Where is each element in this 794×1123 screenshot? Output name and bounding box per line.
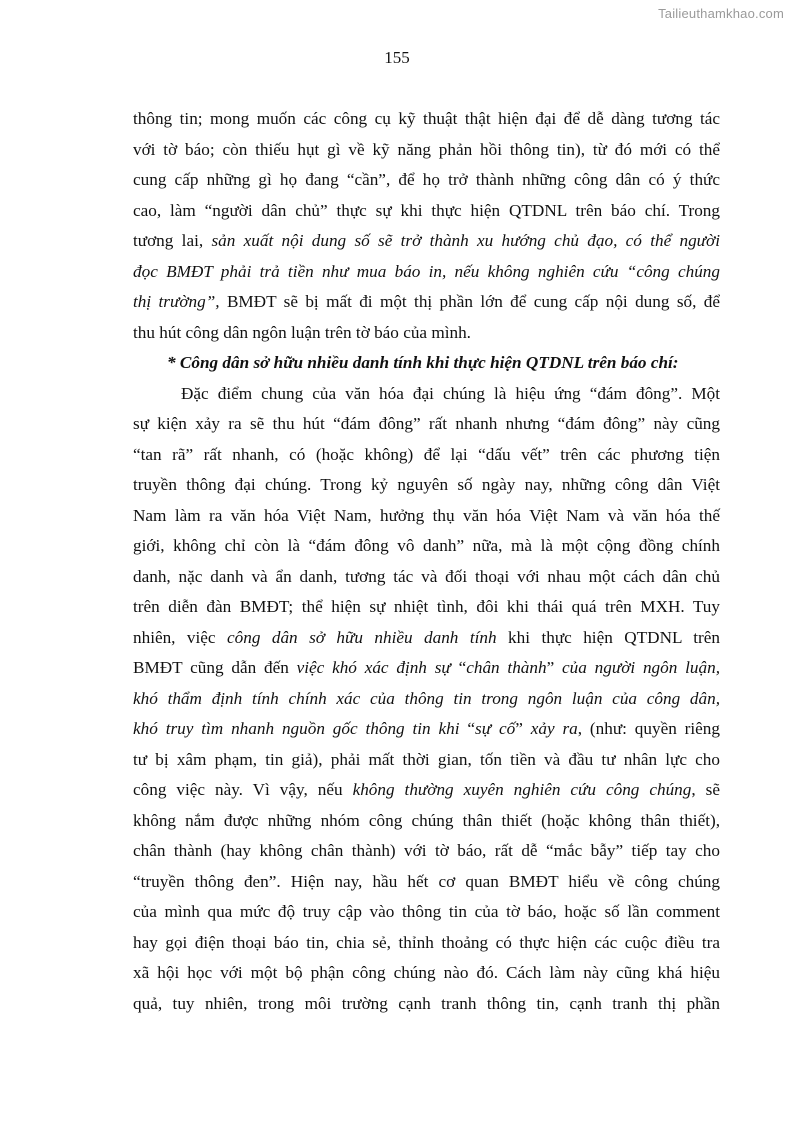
text-line xyxy=(133,135,720,166)
text-run: Nam làm ra văn hóa Việt Nam, hưởng thụ văn hóa Việt Nam và văn hóa thế xyxy=(133,505,720,525)
italic-run: việc khó xác định sự xyxy=(296,658,451,677)
text-run: truyền thông đại chúng. Trong kỷ nguyên số ngày nay, những công dân Việt xyxy=(133,475,720,494)
text-line xyxy=(133,836,720,867)
text-run: nhiên, việc xyxy=(133,627,227,647)
text-run: “ xyxy=(450,658,467,677)
text-run: Đặc điểm chung của văn hóa đại chúng là hiệu ứng “đám đông”. Một xyxy=(181,383,720,403)
text-line xyxy=(133,287,720,318)
italic-run: khó thẩm định tính chính xác của thông tin trong ngôn luận của công dân, xyxy=(133,688,720,708)
text-line xyxy=(133,196,720,227)
text-run: “tan rã” rất nhanh, có (hoặc không) để lại “dấu vết” trên các phương tiện xyxy=(133,444,720,464)
text-line xyxy=(133,531,720,562)
text-run: ” xyxy=(515,719,531,738)
text-run: sự kiện xảy ra sẽ thu hút “đám đông” rất nhanh nhưng “đám đông” này cũng xyxy=(133,414,720,433)
italic-run: xảy ra xyxy=(530,719,578,738)
text-line xyxy=(133,714,720,745)
italic-run: của người ngôn luận, xyxy=(562,658,720,677)
text-run: quả, tuy nhiên, trong môi trường cạnh tranh thông tin, cạnh tranh thị phần xyxy=(133,993,720,1013)
text-line xyxy=(133,501,720,532)
text-run: tương lai, xyxy=(133,231,212,250)
text-line xyxy=(133,775,720,806)
text-run: “ xyxy=(459,719,476,738)
section-heading xyxy=(133,348,720,379)
text-run: ” xyxy=(546,658,563,677)
text-run: của mình qua mức độ truy cập vào thông tin của tờ báo, hoặc số lần comment xyxy=(133,902,720,921)
text-run: “truyền thông đen”. Hiện nay, hầu hết cơ quan BMĐT hiểu về công chúng xyxy=(133,871,720,891)
watermark: Tailieuthamkhao.com xyxy=(658,6,784,21)
text-line xyxy=(133,897,720,928)
text-line xyxy=(133,318,720,349)
italic-run: công dân sở hữu nhiều danh tính xyxy=(227,627,497,647)
text-line xyxy=(133,409,720,440)
text-run: thu hút công dân ngôn luận trên tờ báo của mình. xyxy=(133,322,471,342)
text-line xyxy=(133,440,720,471)
text-run: khi thực hiện QTDNL trên xyxy=(496,627,721,647)
text-line xyxy=(133,989,720,1020)
heading-text: * Công dân sở hữu nhiều danh tính khi thực hiện QTDNL trên báo chí: xyxy=(167,353,679,372)
text-run: công việc này. Vì vậy, nếu xyxy=(133,780,353,799)
text-run: cung cấp những gì họ đang “cần”, để họ trở thành những công dân có ý thức xyxy=(133,170,720,189)
text-run: danh, nặc danh và ẩn danh, tương tác và đối thoại với nhau một cách dân chủ xyxy=(133,566,720,586)
text-line xyxy=(133,928,720,959)
text-run: không nắm được những nhóm công chúng thân thiết (hoặc không thân thiết), xyxy=(133,810,720,830)
text-run: BMĐT sẽ bị mất đi một thị phần lớn để cung cấp nội dung số, để xyxy=(226,292,720,311)
text-run: xã hội học với một bộ phận công chúng nào đó. Cách làm này cũng khá hiệu xyxy=(133,963,720,982)
text-run: với tờ báo; còn thiếu hụt gì về kỹ năng phản hồi thông tin), từ đó mới có thể xyxy=(133,139,720,159)
italic-run: sự cố xyxy=(475,719,516,738)
text-line xyxy=(133,867,720,898)
text-line xyxy=(133,470,720,501)
italic-run: chân thành xyxy=(466,658,547,677)
italic-run: sản xuất nội dung số sẽ trở thành xu hướng chủ đạo, có thể người xyxy=(211,231,721,250)
text-line xyxy=(133,226,720,257)
text-run: tư bị xâm phạm, tin giả), phải mất thời gian, tốn tiền và đầu tư nhân lực cho xyxy=(133,749,720,769)
text-run: , sẽ xyxy=(691,780,720,799)
text-run: cao, làm “người dân chủ” thực sự khi thực hiện QTDNL trên báo chí. Trong xyxy=(133,200,720,220)
text-run: chân thành (hay không chân thành) với tờ báo, rất dễ “mắc bẫy” tiếp tay cho xyxy=(133,841,720,860)
text-line xyxy=(133,958,720,989)
text-line xyxy=(133,104,720,135)
text-line xyxy=(133,653,720,684)
text-line xyxy=(133,257,720,288)
italic-run: đọc BMĐT phải trả tiền như mua báo in, nếu không nghiên cứu “công chúng xyxy=(133,261,720,281)
text-line xyxy=(133,592,720,623)
italic-run: không thường xuyên nghiên cứu công chúng xyxy=(352,780,692,799)
text-line xyxy=(133,806,720,837)
page-number: 155 xyxy=(384,48,410,67)
text-line xyxy=(133,165,720,196)
text-line xyxy=(133,745,720,776)
italic-run: khó truy tìm nhanh nguồn gốc thông tin khi xyxy=(133,719,460,738)
text-line xyxy=(133,379,720,410)
text-run: trên diễn đàn BMĐT; thể hiện sự nhiệt tình, đôi khi thái quá trên MXH. Tuy xyxy=(133,597,720,616)
text-run: giới, không chỉ còn là “đám đông vô danh” nữa, mà là một cộng đồng chính xyxy=(133,536,720,555)
text-run: , (như: quyền riêng xyxy=(577,719,720,738)
text-line xyxy=(133,562,720,593)
italic-run: thị trường”, xyxy=(133,292,227,311)
text-run: hay gọi điện thoại báo tin, chia sẻ, thỉnh thoảng có thực hiện các cuộc điều tra xyxy=(133,932,720,952)
text-run: thông tin; mong muốn các công cụ kỹ thuật thật hiện đại để dễ dàng tương tác xyxy=(133,109,720,128)
body-text xyxy=(133,104,720,1019)
text-line xyxy=(133,684,720,715)
text-run: BMĐT cũng dẫn đến xyxy=(133,658,297,677)
text-line xyxy=(133,623,720,654)
